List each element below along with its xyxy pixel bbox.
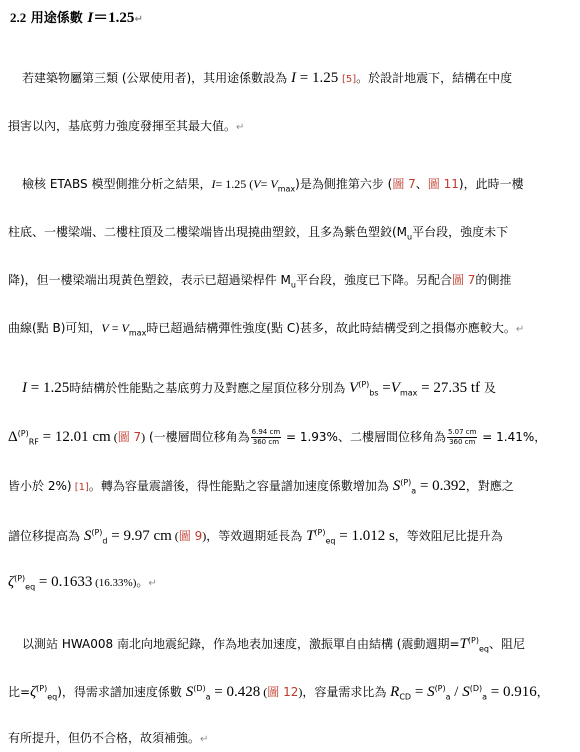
p1-line-2: [8, 118, 244, 136]
text: ): [141, 430, 146, 444]
text: = 1.25 (: [215, 177, 254, 191]
superscript: (P): [36, 684, 48, 693]
value-percent: (16.33%): [92, 577, 137, 589]
text: 的側推: [475, 273, 512, 287]
section-var: I: [87, 10, 94, 26]
paragraph-mark-icon: ↵: [148, 578, 157, 589]
text: (: [171, 529, 179, 543]
text: )是為側推第六步 (: [295, 177, 393, 191]
p3-line-5: [8, 574, 157, 592]
text: 及: [480, 381, 496, 395]
text: 。轉為容量震譜後，得性能點之容量譜加速度係數增加為: [88, 479, 393, 493]
text: 以測站 HWA008 南北向地震紀錄，作為地表加速度，激振單自由結構 (震動週期=: [22, 637, 460, 651]
text: (: [260, 685, 268, 699]
text: )，得需求譜加速度係數: [57, 685, 186, 699]
text: 皆小於 2%): [8, 479, 72, 493]
fraction-numerator: 6.94 cm: [251, 428, 281, 436]
text: 降)，但一樓梁端出現黃色塑鉸，表示已超過梁桿件 M: [8, 273, 291, 287]
fraction-denominator: 360 cm: [252, 438, 280, 446]
superscript: (P): [14, 574, 26, 583]
p3-line-4: [8, 528, 503, 544]
subscript: max: [128, 328, 147, 338]
var-v: V: [253, 177, 261, 191]
text: 曲線(點 B)可知，: [8, 321, 102, 335]
text: =: [411, 684, 428, 700]
subscript: bs: [369, 388, 379, 398]
text: ，等效阻尼比提升為: [394, 529, 503, 543]
var-sd: S: [83, 528, 92, 544]
var-sa: S: [185, 684, 194, 700]
text: 、阻尼: [488, 637, 525, 651]
text: = 1.41%，: [478, 430, 547, 444]
fraction: [251, 428, 281, 447]
paragraph-mark-icon: ↵: [236, 122, 245, 133]
var-sa: S: [427, 684, 435, 700]
figure-link[interactable]: 圖 7: [451, 273, 476, 287]
value: = 0.916: [487, 684, 537, 700]
var-sa: S: [392, 478, 401, 494]
superscript: (P): [314, 528, 326, 537]
text: 損害以內，基底剪力強度發揮至其最大值。: [8, 119, 237, 133]
superscript: (D): [193, 684, 206, 693]
p2-line-2: [8, 224, 508, 240]
value: = 0.392: [416, 478, 466, 494]
text: 、: [415, 177, 428, 191]
value: = 1.25: [296, 70, 342, 86]
figure-link[interactable]: 圖 9: [178, 529, 203, 543]
text: 。: [136, 575, 149, 589]
var-delta: Δ: [8, 429, 18, 445]
figure-link[interactable]: 圖 12: [267, 685, 299, 699]
text: 時結構於性能點之基底剪力及對應之屋頂位移分別為: [69, 381, 350, 395]
p3-line-3: [8, 478, 514, 496]
p1-line-1: [22, 70, 512, 88]
value: = 12.01 cm: [38, 429, 111, 445]
var-v: V: [101, 321, 109, 335]
p4-line-2: [8, 684, 549, 700]
superscript: (P): [358, 380, 370, 389]
figure-link[interactable]: 圖 7: [392, 177, 416, 191]
text: 平台段，強度未下: [412, 225, 509, 239]
subscript: eq: [325, 536, 336, 546]
superscript: (P): [17, 429, 29, 438]
subscript: u: [290, 280, 296, 290]
subscript: d: [102, 536, 108, 546]
text: (一樓層間位移角為: [145, 430, 250, 444]
text: (: [110, 430, 118, 444]
value: = 0.1633: [35, 574, 93, 590]
paragraph-mark-icon: ↵: [515, 324, 525, 335]
text: 比=: [8, 685, 31, 699]
text: 檢核 ETABS 模型側推分析之結果，: [22, 177, 212, 191]
value: = 9.97 cm: [107, 528, 172, 544]
superscript: (D): [469, 684, 483, 693]
subscript: u: [407, 232, 413, 242]
subscript: max: [277, 184, 296, 194]
text: ，容量需求比為: [302, 685, 391, 699]
var-vbs: V: [349, 380, 359, 396]
section-number: 2.2: [10, 10, 27, 25]
section-title: 用途係數: [30, 11, 83, 26]
var-zeta: ζ: [30, 684, 37, 700]
text: ): [202, 529, 207, 543]
p2-line-4: [8, 320, 524, 338]
text: 時已超過結構彈性強度(點 C)甚多，故此時結構受到之損傷亦應較大。: [146, 321, 516, 335]
reference-link[interactable]: [1]: [71, 482, 89, 493]
var-vmax: V: [270, 177, 278, 191]
superscript: (P): [91, 528, 103, 537]
superscript: (P): [400, 478, 412, 487]
p4-line-3: [8, 730, 208, 748]
text: 譜位移提高為: [8, 529, 84, 543]
p3-line-1: [22, 380, 496, 396]
subscript: a: [482, 692, 488, 702]
text: ，等效週期延長為: [206, 529, 307, 543]
var-teq: T: [459, 636, 468, 652]
fraction-numerator: 5.07 cm: [447, 428, 477, 436]
subscript: a: [205, 692, 211, 702]
text: ，: [536, 685, 549, 699]
var-i: I: [211, 177, 216, 191]
p3-line-2: [8, 428, 546, 447]
var-teq: T: [306, 528, 315, 544]
fraction: [447, 428, 477, 447]
text: 平台段，強度已下降。另配合: [295, 273, 452, 287]
value: = 27.35 tf: [417, 380, 480, 396]
text: 若建築物屬第三類 (公眾使用者)，其用途係數設為: [22, 71, 288, 85]
superscript: (P): [467, 636, 479, 645]
subscript: RF: [28, 437, 39, 447]
text: =: [378, 380, 391, 396]
section-heading: [10, 10, 143, 28]
text: ，對應之: [465, 479, 514, 493]
figure-link[interactable]: 圖 11: [427, 177, 459, 191]
text: =: [260, 177, 271, 191]
var-vmax: V: [390, 380, 400, 396]
value: = 1.012 s: [335, 528, 395, 544]
value: = 0.428: [210, 684, 261, 700]
fraction-denominator: 360 cm: [449, 438, 476, 446]
subscript: eq: [47, 692, 58, 702]
superscript: (P): [434, 684, 446, 693]
figure-link[interactable]: 圖 7: [117, 430, 142, 444]
subscript: eq: [25, 582, 36, 592]
value: = 1.25: [27, 380, 70, 396]
text: )，此時一樓: [458, 177, 524, 191]
text: ): [298, 685, 303, 699]
text: /: [450, 684, 463, 700]
var-zeta: ζ: [8, 574, 15, 590]
p2-line-1: [22, 176, 524, 192]
subscript: a: [445, 692, 451, 702]
p4-line-1: [22, 636, 525, 652]
text: 。於設計地震下，結構在中度: [356, 71, 513, 85]
reference-link[interactable]: [5]: [341, 74, 357, 85]
var-i: I: [291, 70, 297, 86]
var-vmax: V: [121, 321, 129, 335]
var-sa: S: [462, 684, 470, 700]
var-rcd: R: [390, 684, 400, 700]
p2-line-3: [8, 272, 511, 288]
paragraph-mark-icon: ↵: [200, 734, 209, 745]
subscript: a: [411, 486, 417, 496]
text: 有所提升，但仍不合格，故須補強。: [8, 731, 201, 745]
subscript: max: [399, 388, 418, 398]
var-i: I: [22, 380, 27, 396]
subscript: eq: [478, 644, 489, 654]
section-eq: ＝1.25: [93, 10, 135, 26]
subscript: CD: [399, 692, 412, 702]
text: 柱底、一樓梁端、二樓柱頂及二樓梁端皆出現撓曲塑鉸，且多為紫色塑鉸(M: [8, 225, 408, 239]
text: =: [108, 321, 122, 335]
text: = 1.93%、二樓層間位移角為: [282, 430, 446, 444]
paragraph-mark-icon: ↵: [134, 14, 143, 25]
